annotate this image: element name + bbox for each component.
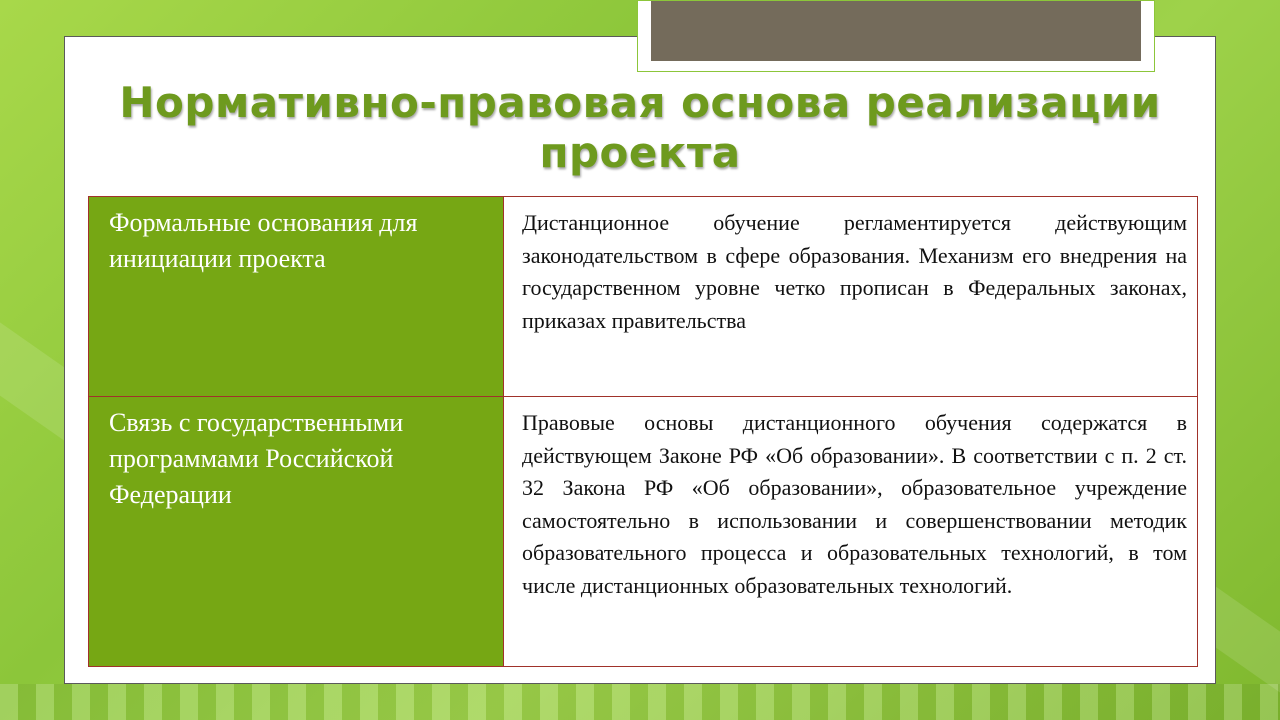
row-label-state-programs: Связь с государственными программами Российской Федерации bbox=[89, 397, 504, 667]
table-row bbox=[89, 197, 1198, 397]
row-text-formal-grounds: Дистанционное обучение регламентируется действующим законодательством в сфере образования. Механизм его внедрения на государственном уровне четко прописан в Федеральных законах, приказах правительства bbox=[504, 197, 1198, 397]
top-decoration-bar bbox=[651, 1, 1141, 61]
table-row bbox=[89, 397, 1198, 667]
content-table bbox=[88, 196, 1198, 667]
row-label-formal-grounds: Формальные основания для инициации проекта bbox=[89, 197, 504, 397]
row-text-state-programs: Правовые основы дистанционного обучения содержатся в действующем Законе РФ «Об образовании». В соответствии с п. 2 ст. 32 Закона РФ «Об образовании», образовательное учреждение самостоятельно в использовании и совершенствовании методик образовательного процесса и образовательных технологий, в том числе дистанционных образовательных технологий. bbox=[504, 397, 1198, 667]
top-decoration-tab bbox=[637, 0, 1155, 72]
background-stripe bbox=[0, 684, 1280, 720]
slide-title: Нормативно-правовая основа реализации проекта bbox=[119, 78, 1161, 177]
